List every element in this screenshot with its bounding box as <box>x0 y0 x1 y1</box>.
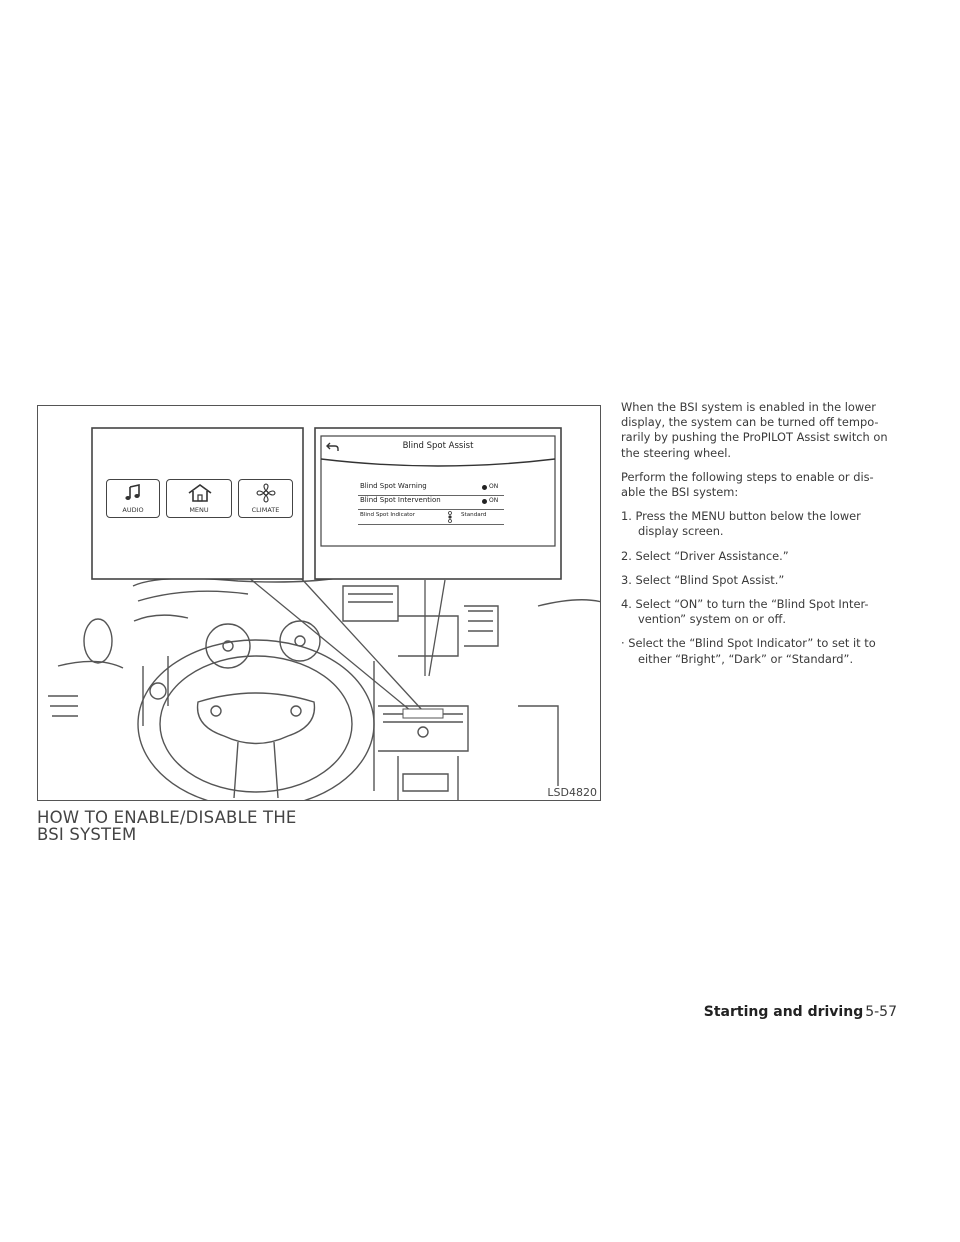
music-note-icon <box>124 484 144 502</box>
setting-row-label: Blind Spot Intervention <box>360 496 441 504</box>
setting-row-label: Blind Spot Warning <box>360 482 427 490</box>
home-icon <box>186 483 214 503</box>
setting-row-intervention[interactable] <box>358 496 504 510</box>
section-title <box>37 809 297 843</box>
figure-code: LSD4820 <box>547 786 597 799</box>
audio-button-label: AUDIO <box>122 506 144 514</box>
page-number: 5-57 <box>865 1004 897 1020</box>
illustration-figure <box>37 405 601 801</box>
section-title-line1: HOW TO ENABLE/DISABLE THE <box>37 808 297 827</box>
climate-button[interactable] <box>238 479 293 518</box>
dashboard-drawing <box>48 578 601 801</box>
setting-row-label: Blind Spot Indicator <box>360 512 416 518</box>
paragraph: Perform the following steps to enable or dis- able the BSI system: <box>621 469 874 500</box>
setting-row-value: ON <box>489 483 499 490</box>
screen-title: Blind Spot Assist <box>402 441 474 451</box>
paragraph: When the BSI system is enabled in the lower display, the system can be turned off tempo- rarily by pushing the ProPILOT Assist switch on the steering wheel. <box>621 400 888 460</box>
footer-section-name: Starting and driving <box>703 1004 864 1020</box>
audio-button[interactable] <box>106 479 160 518</box>
callout-pointers <box>248 577 445 711</box>
step-item: 2. Select “Driver Assistance.” <box>621 548 789 563</box>
page-footer <box>704 1004 897 1020</box>
menu-button-label: MENU <box>189 506 209 514</box>
section-title-line2: BSI SYSTEM <box>37 825 137 844</box>
step-item: 1. Press the MENU button below the lower display screen. <box>621 509 861 539</box>
toggle-dot-icon <box>482 485 487 490</box>
step-item: 3. Select “Blind Spot Assist.” <box>621 572 785 587</box>
menu-button[interactable] <box>166 479 232 518</box>
toggle-dot-icon <box>482 499 487 504</box>
step-item: 4. Select “ON” to turn the “Blind Spot Inter- vention” system on or off. <box>621 597 869 627</box>
setting-row-warning[interactable] <box>358 482 504 496</box>
fan-icon <box>256 483 276 503</box>
indicator-value: Standard <box>461 512 487 518</box>
climate-button-label: CLIMATE <box>251 506 280 514</box>
bullet-item: · Select the “Blind Spot Indicator” to set it to either “Bright”, “Dark” or “Standard”. <box>621 636 876 666</box>
body-text <box>621 400 899 676</box>
setting-row-value: ON <box>489 497 499 504</box>
setting-row-indicator[interactable] <box>358 511 504 525</box>
brightness-slider-icon <box>447 511 453 523</box>
screen-header-curve <box>321 457 555 471</box>
